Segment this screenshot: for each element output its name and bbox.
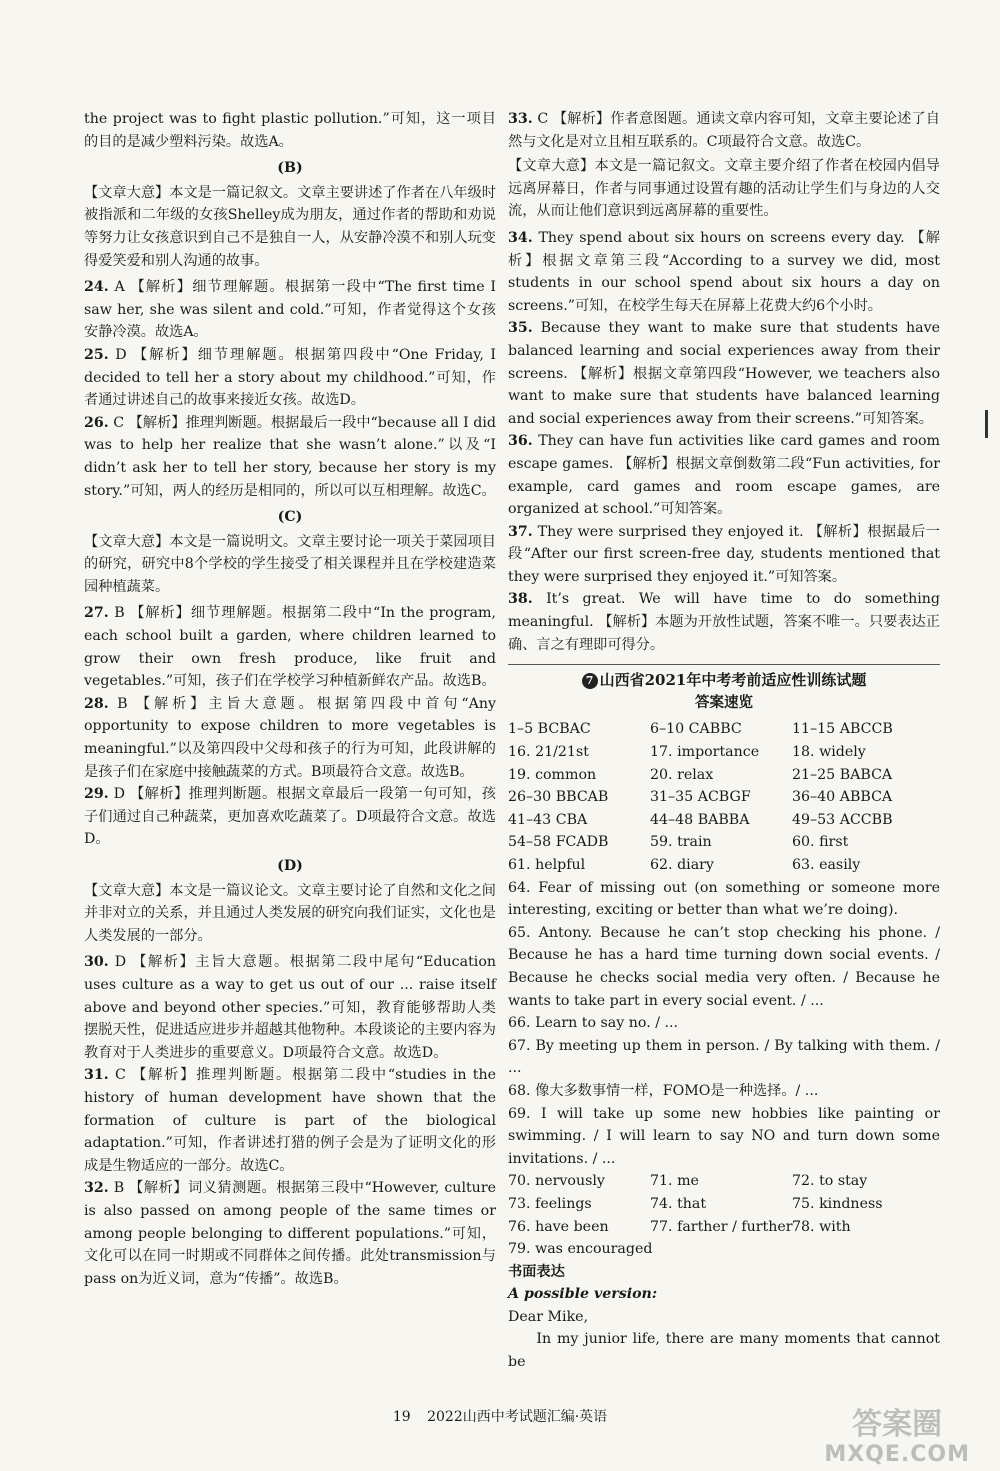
question-answer <box>84 412 496 502</box>
answer-cell: 1–5 BCBAC <box>508 721 591 738</box>
possible-version: A possible version: <box>508 1286 658 1303</box>
question-number: 27. <box>84 605 109 622</box>
question-answer <box>508 227 940 317</box>
question-text: D 【解析】推理判断题。根据文章最后一段第一句可知，孩子们通过自己种蔬菜，更加喜欢吃蔬菜了。D项最符合文意。故选D。 <box>84 786 496 848</box>
right-questions <box>508 108 940 656</box>
answer-line: 66. Learn to say no. / ... <box>508 1015 679 1032</box>
answer-cell: 60. first <box>792 834 849 851</box>
answer-cell: 21–25 BABCA <box>792 766 893 783</box>
answer-cell: 79. was encouraged <box>508 1241 653 1258</box>
answer-cell: 17. importance <box>650 744 760 761</box>
question-text: C 【解析】作者意图题。通读文章内容可知，文章主要论述了自然与文化是对立且相互联系的。C项最符合文意。故选C。 <box>508 111 940 150</box>
question-answer <box>84 276 496 344</box>
answer-key-title: 7 山西省2021年中考考前适应性训练试题 <box>508 664 940 692</box>
question-text: B 【解析】细节理解题。根据第二段中“In the program, each school built a garden, where children learned to grow their own fresh produce, like fruit and vegetables.”可知，孩子们在学校学习种植新鲜农产品。故选B。 <box>84 605 496 690</box>
question-answer <box>84 693 496 783</box>
question-number: 36. <box>508 433 533 450</box>
writing-heading: 书面表达 <box>508 1263 565 1280</box>
question-number: 37. <box>508 523 533 540</box>
answer-line: 65. Antony. Because he can’t stop checking his phone. / Because he has a hard time turning down social events. / Because he checks social media very often. / Because he wants to take part in every social event. / ... <box>508 924 940 1009</box>
question-text: D 【解析】主旨大意题。根据第二段中尾句“Education uses culture as a way to get us out of our ... raise itself above and beyond other species.”可知，教育能够帮助人类摆脱天性，促进适应进步并超越其他物种。本段谈论的主要内容为教育对于人类进步的重要意义。D项最符合文意。故选D。 <box>84 954 496 1061</box>
question-text: D 【解析】细节理解题。根据第四段中“One Friday, I decided to tell her a story about my childhood.”可知，作者通过讲述自己的故事来接近女孩。故选D。 <box>84 346 496 409</box>
question-number: 24. <box>84 279 109 296</box>
answer-lines <box>508 877 940 1171</box>
footer-title: 2022山西中考试题汇编·英语 <box>427 1409 608 1425</box>
question-number: 33. <box>508 111 533 127</box>
answer-cell: 61. helpful <box>508 857 586 873</box>
greeting: Dear Mike, <box>508 1308 589 1325</box>
question-answer <box>84 1177 496 1290</box>
section-heading: (C) <box>277 509 303 526</box>
answer-cell: 59. train <box>650 834 712 851</box>
section-heading: (B) <box>277 160 303 177</box>
answer-cell: 74. that <box>650 1195 707 1212</box>
answer-cell: 73. feelings <box>508 1195 592 1212</box>
answer-cell: 78. with <box>792 1218 851 1235</box>
answer-cell: 70. nervously <box>508 1173 605 1190</box>
question-text: B 【解析】主旨大意题。根据第四段中首句“Any opportunity to expose children to more vegetables is meaningful.”以及第四段中父母和孩子的行为可知，此段讲解的是孩子们在家庭中接触蔬菜的方式。B项最符合文意。故选B。 <box>84 695 496 780</box>
question-answer <box>508 317 940 430</box>
answer-cell: 20. relax <box>650 766 714 783</box>
question-text: They were surprised they enjoyed it. 【解析】根据最后一段“After our first screen-free day, students mentioned that they were surprised they enjoyed it.”可知答案。 <box>508 523 940 585</box>
question-text: Because they want to make sure that students have balanced learning and social experiences away from their screens. 【解析】根据文章第四段“However, we teachers also want to make sure that students have balanced learning and social experiences away from their screens.”可知答案。 <box>508 320 940 427</box>
article-summary: 【文章大意】本文是一篇记叙文。文章主要讲述了作者在八年级时被指派和二年级的女孩Shelley成为朋友，通过作者的帮助和劝说等努力让女孩意识到自己不是独自一人，从安静冷漠不和别人玩变得爱笑爱和别人沟通的故事。 <box>84 184 496 269</box>
answer-cell <box>650 1238 786 1261</box>
margin-mark <box>985 410 988 438</box>
answer-cell: 75. kindness <box>792 1195 883 1212</box>
answer-cell: 18. widely <box>792 744 866 761</box>
question-text: C 【解析】推理判断题。根据最后一段中“because all I did was to help her realize that she wasn’t alone.”以及“I didn’t ask her to tell her story, because her story is my story.”可知，两人的经历是相同的，所以可以互相理解。故选C。 <box>84 414 497 499</box>
answer-cell: 44–48 BABBA <box>650 811 750 828</box>
answer-cell: 16. 21/21st <box>508 744 589 761</box>
question-number: 32. <box>84 1180 109 1197</box>
answer-cell: 41–43 CBA <box>508 811 588 828</box>
question-text: It’s great. We will have time to do something meaningful. 【解析】本题为开放性试题，答案不唯一。只要表达正确、言之有理即可得分。 <box>508 591 940 653</box>
question-number: 25. <box>84 346 109 363</box>
answer-grid-2 <box>508 1170 940 1260</box>
question-answer <box>84 602 496 692</box>
question-answer <box>508 521 940 589</box>
question-text: They can have fun activities like card games and room escape games. 【解析】根据文章倒数第二段“Fun activities, for example, card games and room escape games, are organized at school.”可知答案。 <box>508 433 940 518</box>
question-text: They spend about six hours on screens every day. 【解析】根据文章第三段“According to a survey we did, most students in our school spend about six hours a day on screens.”可知，在校学生每天在屏幕上花费大约6个小时。 <box>508 229 940 314</box>
answer-cell: 36–40 ABBCA <box>792 789 893 806</box>
question-number: 38. <box>508 591 533 608</box>
answer-cell: 49–53 ACCBB <box>792 811 893 828</box>
question-answer <box>84 951 496 1064</box>
question-number: 35. <box>508 320 533 337</box>
question-number: 28. <box>84 695 109 712</box>
paragraph: the project was to fight plastic pollution.”可知，这一项目的目的是减少塑料污染。故选A。 <box>84 111 496 150</box>
answer-key-subtitle: 答案速览 <box>695 693 753 711</box>
letter-first-line: In my junior life, there are many moments that cannot be <box>508 1331 940 1371</box>
question-answer <box>508 108 940 153</box>
answer-line: 69. I will take up some new hobbies like painting or swimming. / I will learn to say NO and turn down some invitations. / ... <box>508 1105 940 1167</box>
answer-line: 68. 像大多数事情一样，FOMO是一种选择。/ ... <box>508 1082 819 1099</box>
question-number: 31. <box>84 1067 109 1084</box>
answer-cell: 19. common <box>508 766 597 783</box>
answer-cell: 6–10 CABBC <box>650 721 742 738</box>
question-number: 30. <box>84 954 109 971</box>
answer-cell <box>792 1238 942 1261</box>
question-text: C 【解析】推理判断题。根据第二段中“studies in the history of human development have shown that the formation of culture is part of the biological adaptation.”可知，作者讲述打猎的例子会是为了证明文化的形成是生物适应的一部分。故选C。 <box>84 1067 497 1174</box>
question-text: A 【解析】细节理解题。根据第一段中“The first time I saw her, she was silent and cold.”可知，作者觉得这个女孩安静冷漠。故选A。 <box>84 279 496 341</box>
answer-cell: 26–30 BBCAB <box>508 789 609 806</box>
section-heading: (D) <box>277 858 303 874</box>
question-answer <box>508 430 940 520</box>
question-answer <box>84 1064 496 1177</box>
answer-cell: 76. have been <box>508 1218 609 1235</box>
number-circle-icon: 7 <box>582 673 598 689</box>
answer-cell: 72. to stay <box>792 1173 868 1190</box>
answer-cell: 62. diary <box>650 857 714 873</box>
question-answer <box>84 783 496 851</box>
answer-grid <box>508 718 940 876</box>
answer-cell: 71. me <box>650 1173 699 1190</box>
answer-cell: 11–15 ABCCB <box>792 721 893 738</box>
question-number: 29. <box>84 786 109 803</box>
answer-cell: 54–58 FCADB <box>508 834 609 851</box>
article-summary: 【文章大意】本文是一篇说明文。文章主要讨论一项关于菜园项目的研究，研究中8个学校的学生接受了相关课程并且在学校建造菜园种植蔬菜。 <box>84 533 496 595</box>
answer-line: 64. Fear of missing out (on something or someone more interesting, exciting or better than what we’re doing). <box>508 879 940 919</box>
right-column <box>508 108 940 1374</box>
page-number: 19 <box>392 1409 411 1425</box>
question-answer <box>84 344 496 412</box>
question-text: B 【解析】词义猜测题。根据第三段中“However, culture is also passed on among people of the same times or among people belonging to different populations.”可知，文化可以在同一时期或不同群体之间传播。此处transmission与pass on为近义词，意为“传播”。故选B。 <box>84 1180 496 1287</box>
article-summary: 【文章大意】本文是一篇记叙文。文章主要介绍了作者在校园内倡导远离屏幕日，作者与同事通过设置有趣的活动让学生们与身边的人交流，从而让他们意识到远离屏幕的重要性。 <box>508 158 940 220</box>
answer-cell: 77. farther / further <box>650 1218 793 1235</box>
question-number: 34. <box>508 229 533 246</box>
answer-cell: 31–35 ACBGF <box>650 789 751 806</box>
left-column <box>84 108 496 1290</box>
answer-cell: 63. easily <box>792 857 861 873</box>
answer-line: 67. By meeting up them in person. / By talking with them. / ... <box>508 1037 940 1077</box>
question-number: 26. <box>84 414 109 431</box>
question-answer <box>508 588 940 656</box>
article-summary: 【文章大意】本文是一篇议论文。文章主要讨论了自然和文化之间并非对立的关系，并且通过人类发展的研究向我们证实，文化也是人类发展的一部分。 <box>84 882 496 944</box>
watermark-logo: 答案圈 MXQE.COM <box>824 1407 970 1467</box>
